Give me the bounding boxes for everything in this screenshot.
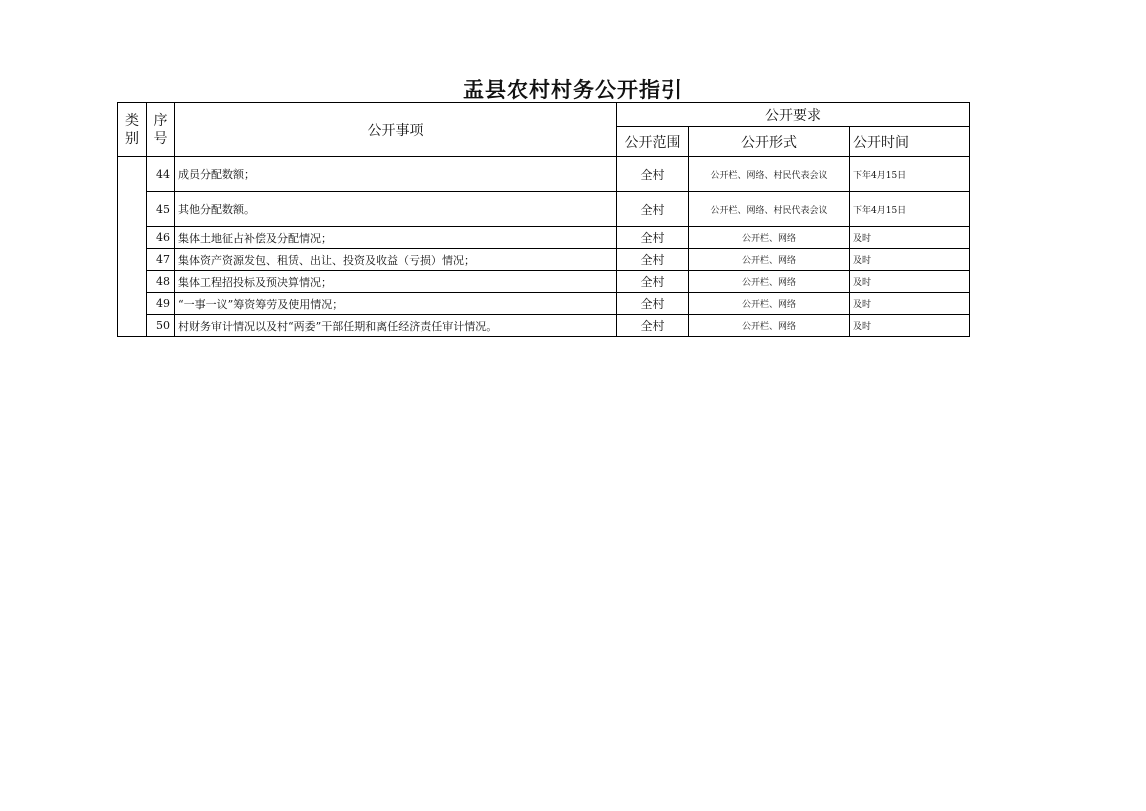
row-item: 其他分配数额。 [175, 192, 617, 227]
row-scope: 全村 [617, 157, 689, 192]
row-scope: 全村 [617, 227, 689, 249]
row-number: 45 [147, 192, 175, 227]
row-time: 下年4月15日 [850, 157, 970, 192]
category-cell [118, 157, 147, 337]
row-scope: 全村 [617, 315, 689, 337]
header-seq [147, 103, 175, 157]
row-scope: 全村 [617, 192, 689, 227]
row-scope: 全村 [617, 249, 689, 271]
header-form: 公开形式 [689, 127, 850, 157]
row-form: 公开栏、网络 [689, 315, 850, 337]
row-form: 公开栏、网络 [689, 271, 850, 293]
row-item: 村财务审计情况以及村“两委”干部任期和离任经济责任审计情况。 [175, 315, 617, 337]
row-form: 公开栏、网络、村民代表会议 [689, 192, 850, 227]
header-requirement: 公开要求 [617, 103, 970, 127]
row-time: 下年4月15日 [850, 192, 970, 227]
row-scope: 全村 [617, 271, 689, 293]
row-item: 集体工程招投标及预决算情况； [175, 271, 617, 293]
header-category-top: 类 [125, 112, 139, 129]
row-number: 46 [147, 227, 175, 249]
table-row [118, 293, 970, 315]
table-row [118, 249, 970, 271]
row-number: 50 [147, 315, 175, 337]
row-item: 成员分配数额； [175, 157, 617, 192]
row-number: 49 [147, 293, 175, 315]
row-number: 44 [147, 157, 175, 192]
table-row [118, 271, 970, 293]
header-seq-top: 序 [153, 112, 168, 129]
row-item: 集体资产资源发包、租赁、出让、投资及收益（亏损）情况； [175, 249, 617, 271]
row-item: “一事一议”筹资筹劳及使用情况； [175, 293, 617, 315]
row-form: 公开栏、网络 [689, 227, 850, 249]
row-form: 公开栏、网络、村民代表会议 [689, 157, 850, 192]
document-title: 盂县农村村务公开指引 [463, 78, 683, 102]
row-form: 公开栏、网络 [689, 249, 850, 271]
row-time: 及时 [850, 249, 970, 271]
header-category [118, 103, 147, 157]
disclosure-table [117, 102, 970, 337]
row-number: 48 [147, 271, 175, 293]
header-time: 公开时间 [850, 127, 970, 157]
row-number: 47 [147, 249, 175, 271]
table-row [118, 315, 970, 337]
header-seq-bottom: 号 [153, 130, 168, 147]
header-item: 公开事项 [175, 103, 617, 157]
header-category-bottom: 别 [125, 130, 139, 147]
row-time: 及时 [850, 271, 970, 293]
row-time: 及时 [850, 293, 970, 315]
row-form: 公开栏、网络 [689, 293, 850, 315]
table-row [118, 192, 970, 227]
row-time: 及时 [850, 227, 970, 249]
row-item: 集体土地征占补偿及分配情况； [175, 227, 617, 249]
header-scope: 公开范围 [617, 127, 689, 157]
table-row [118, 157, 970, 192]
row-scope: 全村 [617, 293, 689, 315]
table-row [118, 227, 970, 249]
row-time: 及时 [850, 315, 970, 337]
